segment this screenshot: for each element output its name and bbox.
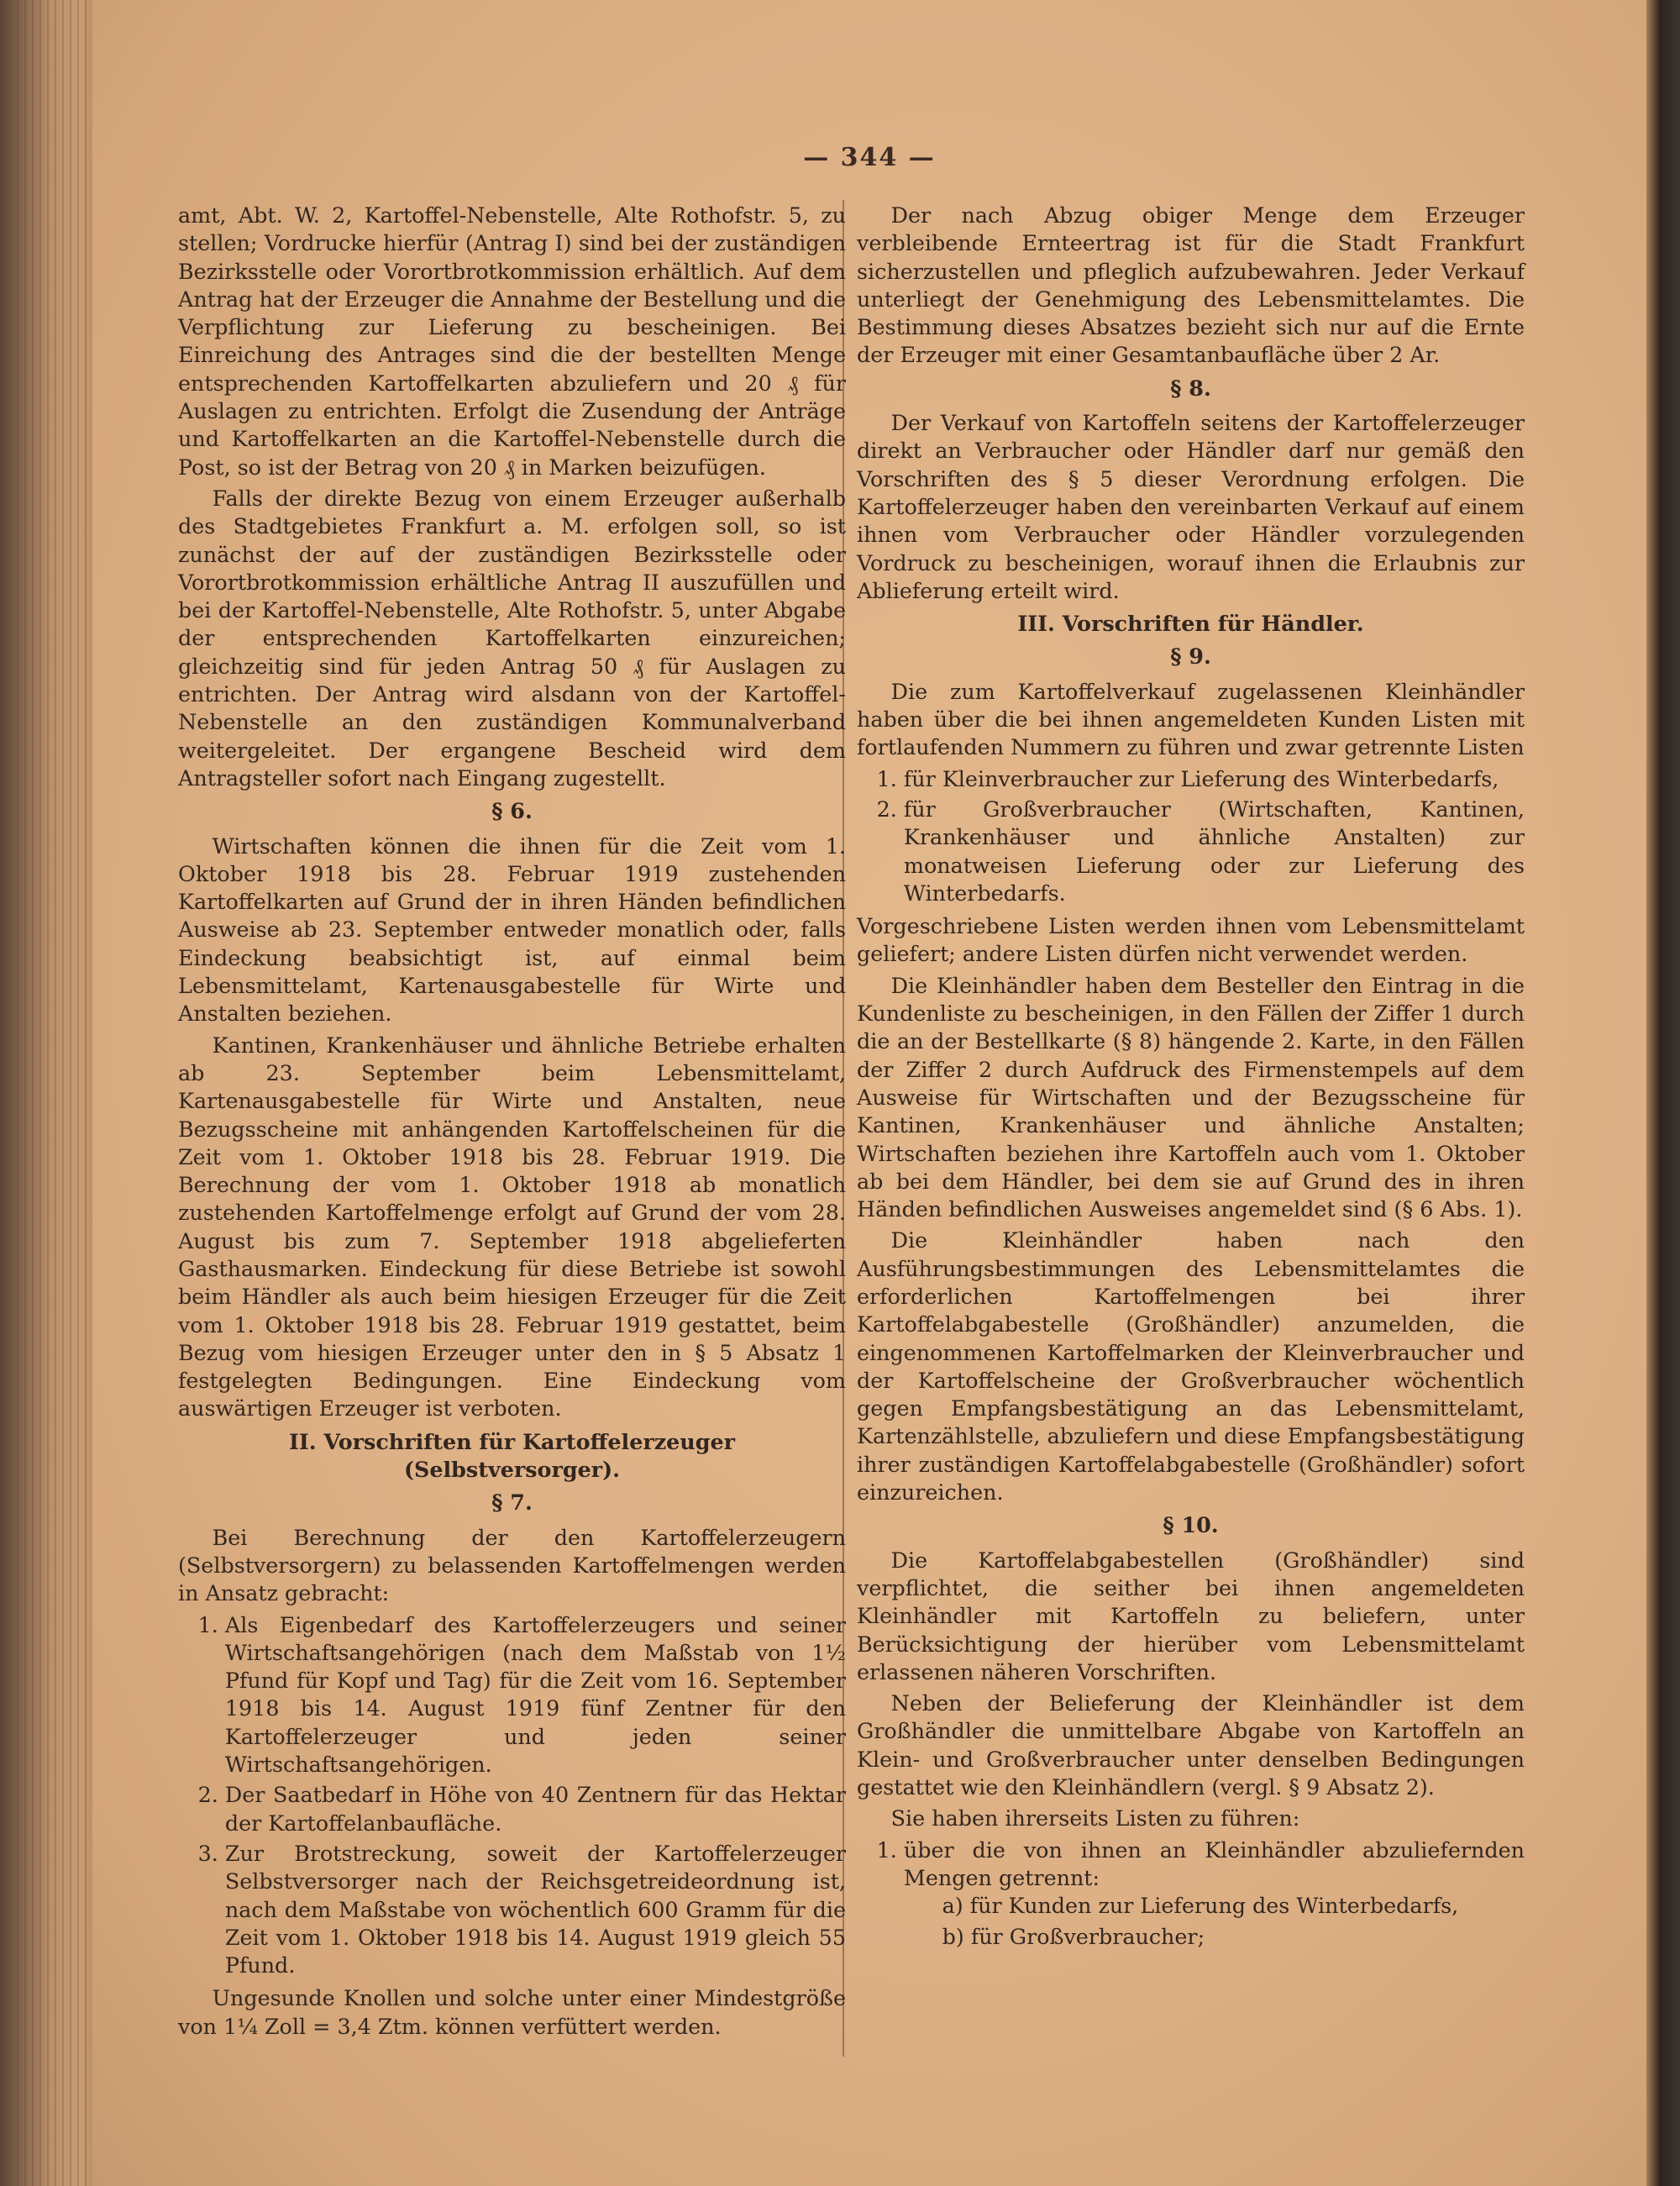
paragraph: Neben der Belieferung der Kleinhändler ist dem Großhändler die unmittelbare Abgabe von Kartoffeln an Klein- und Großverbraucher unter denselben Bedingungen gestattet wie den Kleinhändlern (vergl. § 9 Absatz 2).	[857, 1690, 1525, 1800]
list-item-text: über die von ihnen an Kleinhändler abzuliefernden Mengen getrennt:	[903, 1837, 1525, 1890]
numbered-list	[857, 765, 1525, 907]
paragraph: Ungesunde Knollen und solche unter einer Mindestgröße von 1¼ Zoll = 3,4 Ztm. können verfüttert werden.	[178, 1985, 846, 2039]
section-heading-8: § 8.	[1170, 375, 1211, 401]
section-heading-6: § 6.	[491, 798, 533, 824]
list-item: 1. Als Eigenbedarf des Kartoffelerzeugers und seiner Wirtschaftsangehörigen (nach dem Maßstab von 1½ Pfund für Kopf und Tag) für die Zeit vom 16. September 1918 bis 14. August 1919 fünf Zentner für den Kartoffelerzeuger und jeden seiner Wirtschaftsangehörigen.	[225, 1611, 846, 1779]
paragraph: Die zum Kartoffelverkauf zugelassenen Kleinhändler haben über die bei ihnen angemeldeten Kunden Listen mit fortlaufenden Nummern zu führen und zwar getrennte Listen	[857, 678, 1525, 760]
paragraph: amt, Abt. W. 2, Kartoffel-Nebenstelle, Alte Rothofstr. 5, zu stellen; Vordrucke hierfür (Antrag I) sind bei der zuständigen Bezirksstelle oder Vorortbrotkommission erhältlich. Auf dem Antrag hat der Erzeuger die Annahme der Bestellung und die Verpflichtung zur Lieferung zu bescheinigen. Bei Einreichung des Antrages sind die der bestellten Menge entsprechenden Kartoffelkarten abzuliefern und 20 ₰ für Auslagen zu entrichten. Erfolgt die Zusendung der Anträge und Kartoffelkarten an die Kartoffel-Nebenstelle durch die Post, so ist der Betrag von 20 ₰ in Marken beizufügen.	[178, 202, 846, 480]
paragraph: Kantinen, Krankenhäuser und ähnliche Betriebe erhalten ab 23. September beim Lebensmittelamt, Kartenausgabestelle für Wirte und Anstalten, neue Bezugsscheine mit anhängenden Kartoffelscheinen für die Zeit vom 1. Oktober 1918 bis 28. Februar 1919. Die Berechnung der vom 1. Oktober 1918 ab monatlich zustehenden Kartoffelmenge erfolgt auf Grund der vom 28. August bis zum 7. September 1918 abgelieferten Gasthausmarken. Eindeckung für diese Betriebe ist sowohl beim Händler als auch beim hiesigen Erzeuger für die Zeit vom 1. Oktober 1918 bis 28. Februar 1919 gestattet, beim Bezug vom hiesigen Erzeuger unter den in § 5 Absatz 1 festgelegten Bedingungen. Eine Eindeckung vom auswärtigen Erzeuger ist verboten.	[178, 1032, 846, 1421]
list-item: 2. für Großverbraucher (Wirtschaften, Kantinen, Krankenhäuser und ähnliche Anstalten) zur monatweisen Lieferung oder zur Lieferung des Winterbedarfs.	[904, 796, 1525, 907]
list-item: 2. Der Saatbedarf in Höhe von 40 Zentnern für das Hektar der Kartoffelanbaufläche.	[225, 1781, 846, 1837]
right-column	[857, 202, 1525, 1956]
chapter-heading-3: III. Vorschriften für Händler.	[1017, 611, 1364, 637]
numbered-list	[178, 1611, 846, 1980]
page-number: — 344 —	[803, 143, 936, 172]
book-edge-right	[1646, 0, 1680, 2186]
left-column	[178, 202, 846, 2044]
page-stack-lines	[17, 0, 92, 2186]
paragraph: Der nach Abzug obiger Menge dem Erzeuger verbleibende Ernteertrag ist für die Stadt Frankfurt sicherzustellen und pfleglich aufzubewahren. Jeder Verkauf unterliegt der Genehmigung des Lebensmittelamtes. Die Bestimmung dieses Absatzes bezieht sich nur auf die Ernte der Erzeuger mit einer Gesamtanbaufläche über 2 Ar.	[857, 202, 1525, 368]
paragraph: Die Kleinhändler haben nach den Ausführungsbestimmungen des Lebensmittelamtes die erforderlichen Kartoffelmengen bei ihrer Kartoffelabgabestelle (Großhändler) anzumelden, die eingenommenen Kartoffelmarken der Kleinverbraucher und der Kartoffelscheine der Großverbraucher wöchentlich gegen Empfangsbestätigung an das Lebensmittelamt, Kartenzählstelle, abzuliefern und diese Empfangsbestätigung ihrer zuständigen Kartoffelabgabestelle (Großhändler) sofort einzureichen.	[857, 1227, 1525, 1506]
paragraph: Die Kleinhändler haben dem Besteller den Eintrag in die Kundenliste zu bescheinigen, in den Fällen der Ziffer 1 durch die an der Bestellkarte (§ 8) hängende 2. Karte, in den Fällen der Ziffer 2 durch Aufdruck des Firmenstempels auf dem Ausweise für Wirtschaften und der Bezugsscheine für Kantinen, Krankenhäuser und ähnliche Anstalten; Wirtschaften beziehen ihre Kartoffeln auch vom 1. Oktober ab bei dem Händler, bei dem sie auf Grund des in ihren Händen befindlichen Ausweises angemeldet sind (§ 6 Abs. 1).	[857, 972, 1525, 1222]
book-edge-left	[0, 0, 101, 2186]
section-heading-9: § 9.	[1170, 644, 1211, 670]
paragraph: Sie haben ihrerseits Listen zu führen:	[890, 1805, 1300, 1831]
list-item: 3. Zur Brotstreckung, soweit der Kartoffelerzeuger Selbstversorger nach der Reichsgetreideordnung ist, nach dem Maßstabe von wöchentlich 600 Gramm für die Zeit vom 1. Oktober 1918 bis 14. August 1919 gleich 55 Pfund.	[225, 1840, 846, 1979]
sub-list-item: a) für Kunden zur Lieferung des Winterbedarfs,	[942, 1893, 1459, 1919]
chapter-heading-2: II. Vorschriften für Kartoffelerzeuger (Selbstversorger).	[288, 1428, 736, 1483]
section-heading-10: § 10.	[1163, 1512, 1219, 1538]
paragraph: Wirtschaften können die ihnen für die Zeit vom 1. Oktober 1918 bis 28. Februar 1919 zustehenden Kartoffelkarten auf Grund der in ihren Händen befindlichen Ausweise ab 23. September entweder monatlich oder, falls Eindeckung beabsichtigt ist, auf einmal beim Lebensmittelamt, Kartenausgabestelle für Wirte und Anstalten beziehen.	[178, 833, 846, 1027]
paragraph: Vorgeschriebene Listen werden ihnen vom Lebensmittelamt geliefert; andere Listen dürfen nicht verwendet werden.	[857, 913, 1525, 967]
numbered-list	[857, 1837, 1525, 1951]
section-heading-7: § 7.	[491, 1490, 533, 1516]
paragraph: Bei Berechnung der den Kartoffelerzeugern (Selbstversorgern) zu belassenden Kartoffelmengen werden in Ansatz gebracht:	[178, 1524, 846, 1606]
list-item: 1. für Kleinverbraucher zur Lieferung des Winterbedarfs,	[904, 765, 1525, 793]
paragraph: Der Verkauf von Kartoffeln seitens der Kartoffelerzeuger direkt an Verbraucher oder Händler darf nur gemäß den Vorschriften des § 5 dieser Verordnung erfolgen. Die Kartoffelerzeuger haben den vereinbarten Verkauf auf einem ihnen vom Verbraucher oder Händler vorzulegenden Vordruck zu bescheinigen, worauf ihnen die Erlaubnis zur Ablieferung erteilt wird.	[857, 410, 1525, 603]
paragraph: Die Kartoffelabgabestellen (Großhändler) sind verpflichtet, die seither bei ihnen angemeldeten Kleinhändler mit Kartoffeln zu beliefern, unter Berücksichtigung der hierüber vom Lebensmittelamt erlassenen näheren Vorschriften.	[857, 1547, 1525, 1684]
list-item	[904, 1837, 1525, 1951]
sub-list	[904, 1892, 1525, 1951]
sub-list-item: b) für Großverbraucher;	[942, 1923, 1205, 1949]
paragraph: Falls der direkte Bezug von einem Erzeuger außerhalb des Stadtgebietes Frankfurt a. M. erfolgen soll, so ist zunächst der auf der zuständigen Bezirksstelle oder Vorortbrotkommission erhältliche Antrag II auszufüllen und bei der Kartoffel-Nebenstelle, Alte Rothofstr. 5, unter Abgabe der entsprechenden Kartoffelkarten einzureichen; gleichzeitig sind für jeden Antrag 50 ₰ für Auslagen zu entrichten. Der Antrag wird alsdann von der Kartoffel-Nebenstelle an den zuständigen Kommunalverband weitergeleitet. Der ergangene Bescheid wird dem Antragsteller sofort nach Eingang zugestellt.	[178, 485, 846, 791]
